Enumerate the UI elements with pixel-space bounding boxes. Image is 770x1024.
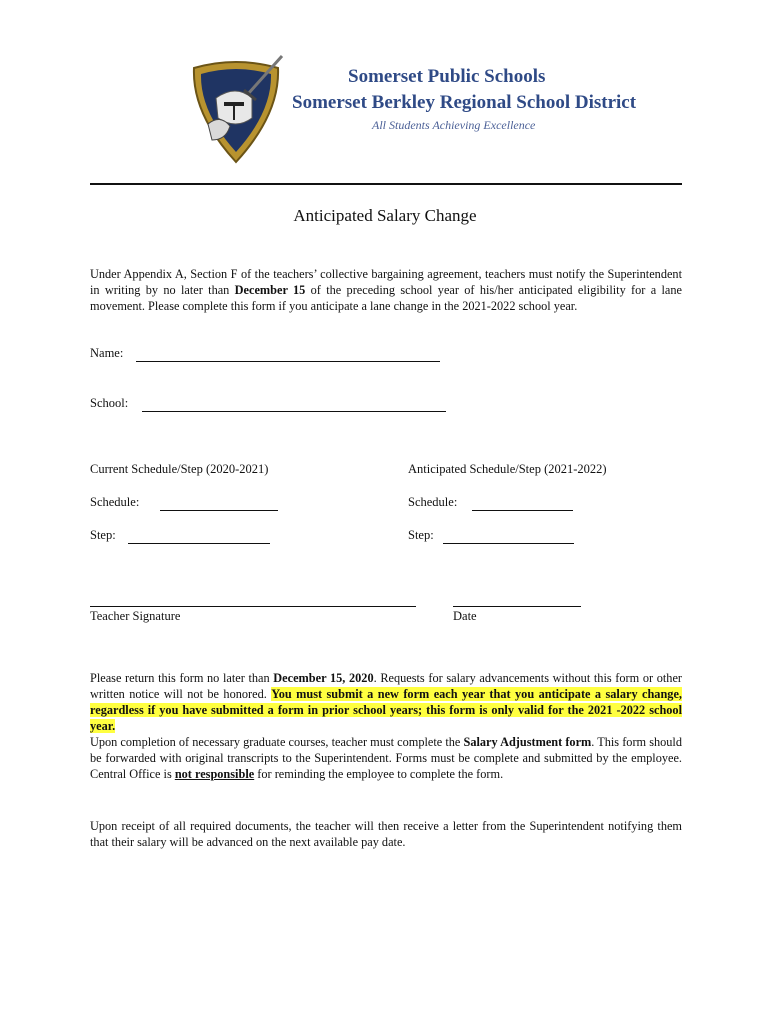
- school-field[interactable]: [142, 411, 446, 412]
- anticipated-step-field[interactable]: [443, 543, 574, 544]
- org-name: Somerset Public Schools: [348, 66, 546, 87]
- return-deadline: December 15, 2020: [273, 671, 374, 685]
- closing-paragraph: Please return this form no later than December 15, 2020. Requests for salary advancements without this form or other written notice will not be honored. You must submit a new form each year that you anticipate a salary change, regardless if you have submitted a form in prior school years; this form is only valid for the 2021 -2022 school year. Upon completion of necessary graduate courses, teacher must complete the Salary Adjustment form. This form should be forwarded with original transcripts to the Superintendent. Forms must be complete and submitted by the employee. Central Office is not responsible for reminding the employee to complete the form.: [90, 671, 682, 781]
- not-responsible-text: not responsible: [174, 767, 255, 781]
- district-name: Somerset Berkley Regional School District: [292, 92, 637, 113]
- anticipated-schedule-heading: Anticipated Schedule/Step (2021-2022): [408, 462, 607, 476]
- motto: All Students Achieving Excellence: [372, 118, 536, 132]
- current-step-label: Step:: [90, 528, 116, 542]
- highlighted-notice: You must submit a new form each year that you anticipate a salary change, regardless if you have submitted a form in prior school years; this form is only valid for the 2021 -2022 school year.: [90, 687, 682, 733]
- current-schedule-heading: Current Schedule/Step (2020-2021): [90, 462, 269, 476]
- anticipated-schedule-field[interactable]: [472, 510, 573, 511]
- signature-label: Teacher Signature: [90, 609, 181, 623]
- form-title: Anticipated Salary Change: [293, 206, 477, 225]
- anticipated-step-label: Step:: [408, 528, 434, 542]
- header-divider: [90, 183, 682, 185]
- date-field[interactable]: [453, 606, 581, 607]
- signature-field[interactable]: [90, 606, 416, 607]
- knight-shield-logo-icon: [186, 54, 286, 166]
- current-schedule-label: Schedule:: [90, 495, 140, 509]
- intro-paragraph: Under Appendix A, Section F of the teachers’ collective bargaining agreement, teachers must notify the Superintendent in writing by no later than December 15 of the preceding school year of his/her anticipated eligibility for a lane movement. Please complete this form if you anticipate a lane change in the 2021-2022 school year.: [90, 267, 682, 313]
- date-label: Date: [453, 609, 477, 623]
- intro-deadline: December 15: [234, 283, 306, 297]
- anticipated-schedule-label: Schedule:: [408, 495, 458, 509]
- name-field[interactable]: [136, 361, 440, 362]
- school-label: School:: [90, 396, 129, 410]
- current-schedule-field[interactable]: [160, 510, 278, 511]
- current-step-field[interactable]: [128, 543, 270, 544]
- salary-adjustment-form-ref: Salary Adjustment form: [463, 735, 592, 749]
- name-label: Name:: [90, 346, 124, 360]
- receipt-paragraph: Upon receipt of all required documents, the teacher will then receive a letter from the Superintendent notifying them that their salary will be advanced on the next available pay date.: [90, 819, 682, 849]
